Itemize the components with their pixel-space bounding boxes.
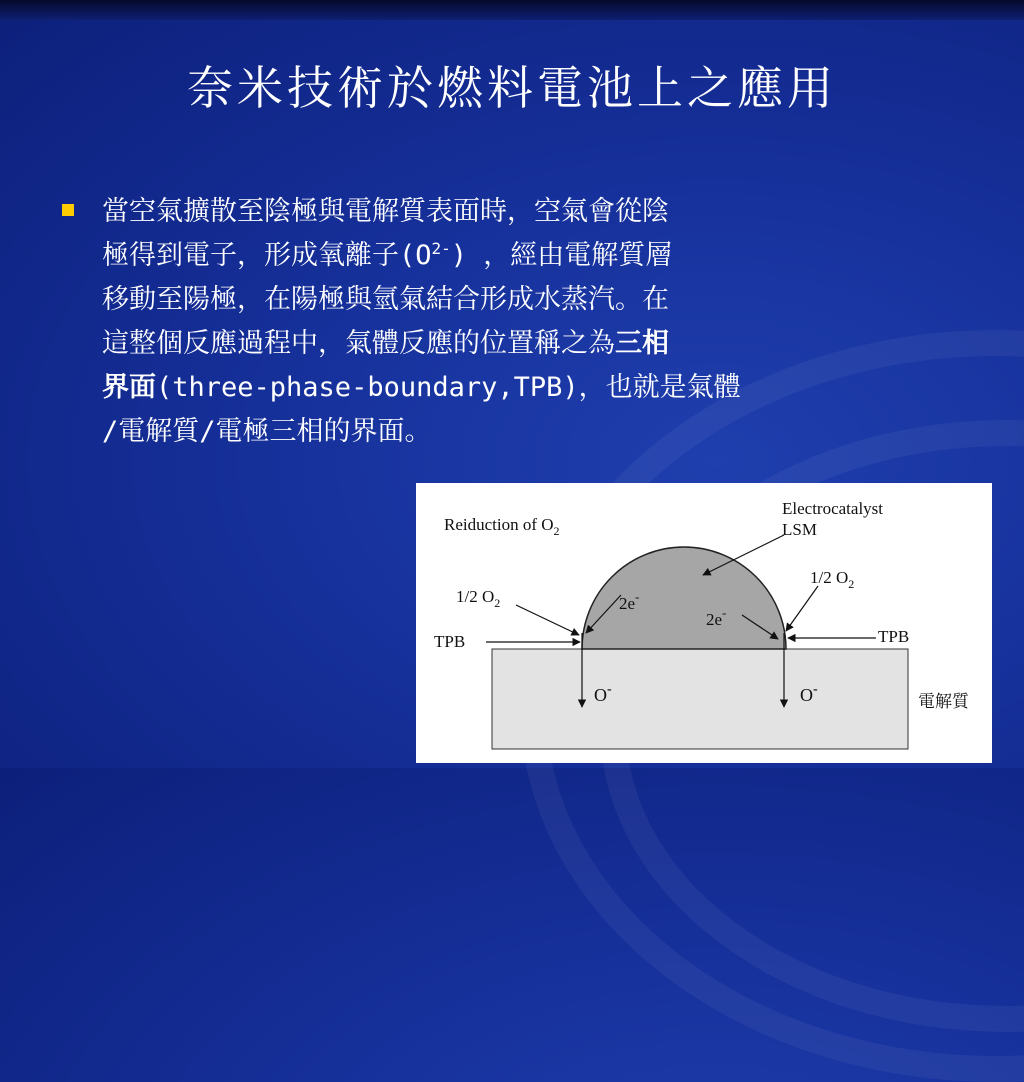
half-o2-left-label: 1/2 $O_2$ [456, 587, 501, 610]
electrons-left-label: 2e- [619, 589, 640, 613]
electrocatalyst-label: Electrocatalyst [782, 499, 884, 518]
electrocatalyst-dome [582, 547, 786, 649]
bullet-text-segment: 極得到電子，形成氧離子(O [102, 240, 432, 271]
lsm-label: LSM [782, 520, 817, 539]
bullet-text-segment: ) ，經由電解質層 [450, 240, 673, 271]
bullet-text [102, 190, 962, 454]
tpb-diagram-svg [416, 483, 992, 763]
bold-term: 界面 [102, 372, 156, 403]
reduction-label: Reiduction of $O_2$ [444, 515, 560, 538]
bullet-marker [62, 204, 74, 216]
slide-title: 奈米技術於燃料電池上之應用 [187, 61, 837, 115]
bullet-line [102, 322, 962, 366]
oxygen-ion-right-label: O- [800, 682, 818, 705]
tpb-left-label: TPB [434, 632, 466, 651]
bold-term: 三相 [615, 328, 669, 359]
bullet-line [102, 234, 962, 278]
superscript: 2- [431, 239, 451, 258]
tpb-right-label: TPB [878, 627, 910, 646]
oxygen-arrow-left [516, 605, 579, 635]
bullet-line: 當空氣擴散至陰極與電解質表面時，空氣會從陰 [102, 196, 669, 227]
tpb-diagram [416, 483, 992, 763]
electrolyte-layer [492, 649, 908, 749]
electrolyte-label: 電解質 [918, 692, 969, 712]
electrons-right-label: 2e- [706, 605, 727, 629]
bullet-text-segment: 這整個反應過程中，氣體反應的位置稱之為 [102, 328, 615, 359]
oxygen-ion-left-label: O- [594, 682, 612, 705]
half-o2-right-label: 1/2 $O_2$ [810, 568, 855, 591]
bullet-line: /電解質/電極三相的界面。 [102, 416, 432, 447]
bullet-line: 移動至陽極，在陽極與氫氣結合形成水蒸汽。在 [102, 284, 669, 315]
bullet-item [62, 190, 962, 454]
top-band [0, 0, 1024, 20]
bullet-text-segment: (three-phase-boundary,TPB)，也就是氣體 [156, 372, 741, 403]
oxygen-arrow-right [786, 586, 818, 631]
bullet-line [102, 366, 962, 410]
